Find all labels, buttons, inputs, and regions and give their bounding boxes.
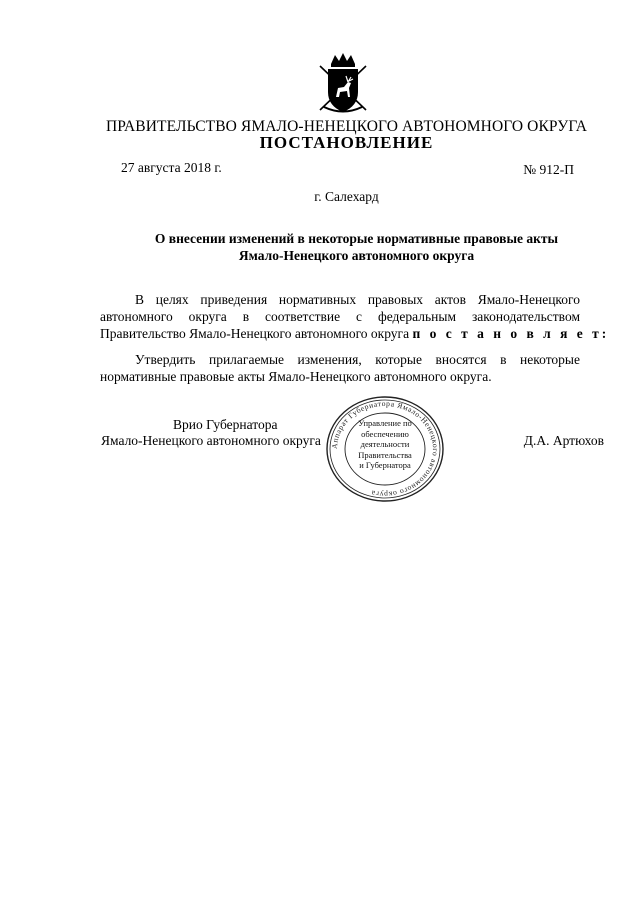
paragraph-line: Утвердить прилагаемые изменения, которые вносятся в некоторые bbox=[135, 352, 580, 367]
government-title: ПРАВИТЕЛЬСТВО ЯМАЛО-НЕНЕЦКОГО АВТОНОМНОГО ОКРУГА bbox=[105, 118, 587, 135]
coat-of-arms-icon bbox=[318, 52, 368, 114]
paragraph-text: Правительство Ямало-Ненецкого автономного округа bbox=[100, 326, 410, 341]
document-date: 27 августа 2018 г. bbox=[121, 160, 222, 175]
document-type: ПОСТАНОВЛЕНИЕ bbox=[259, 133, 434, 152]
paragraph-resolution bbox=[100, 351, 580, 385]
seal-line: Управление по bbox=[358, 418, 412, 428]
document-city: г. Салехард bbox=[314, 189, 379, 204]
paragraph-line: автономного округа в соответствие с федеральным законодательством bbox=[100, 309, 580, 324]
seal-line: деятельности bbox=[360, 439, 410, 449]
seal-inner-text bbox=[344, 418, 426, 471]
signer-role-line-2: Ямало-Ненецкого автономного округа bbox=[101, 433, 321, 448]
seal-line: Правительства bbox=[358, 449, 412, 460]
resolves-word: п о с т а н о в л я е т: bbox=[412, 326, 610, 341]
document-subject bbox=[0, 230, 640, 264]
paragraph-line: В целях приведения нормативных правовых актов Ямало-Ненецкого bbox=[135, 292, 580, 307]
document-number: № 912-П bbox=[523, 162, 574, 177]
signer-name: Д.А. Артюхов bbox=[523, 433, 604, 448]
paragraph-line: нормативные правовые акты Ямало-Ненецкого автономного округа. bbox=[100, 369, 492, 384]
seal-line: обеспечению bbox=[361, 428, 409, 439]
paragraph-line bbox=[100, 325, 610, 342]
subject-line-2: Ямало-Ненецкого автономного округа bbox=[238, 248, 475, 263]
subject-line-1: О внесении изменений в некоторые нормативные правовые акты bbox=[154, 231, 559, 246]
signer-role-line-1: Врио Губернатора bbox=[173, 417, 278, 432]
paragraph-preamble bbox=[100, 291, 610, 342]
seal-ring-text: Аппарат Губернатора Ямало-Ненецкого автономного округа bbox=[329, 398, 441, 500]
seal-line: и Губернатора bbox=[359, 460, 411, 470]
